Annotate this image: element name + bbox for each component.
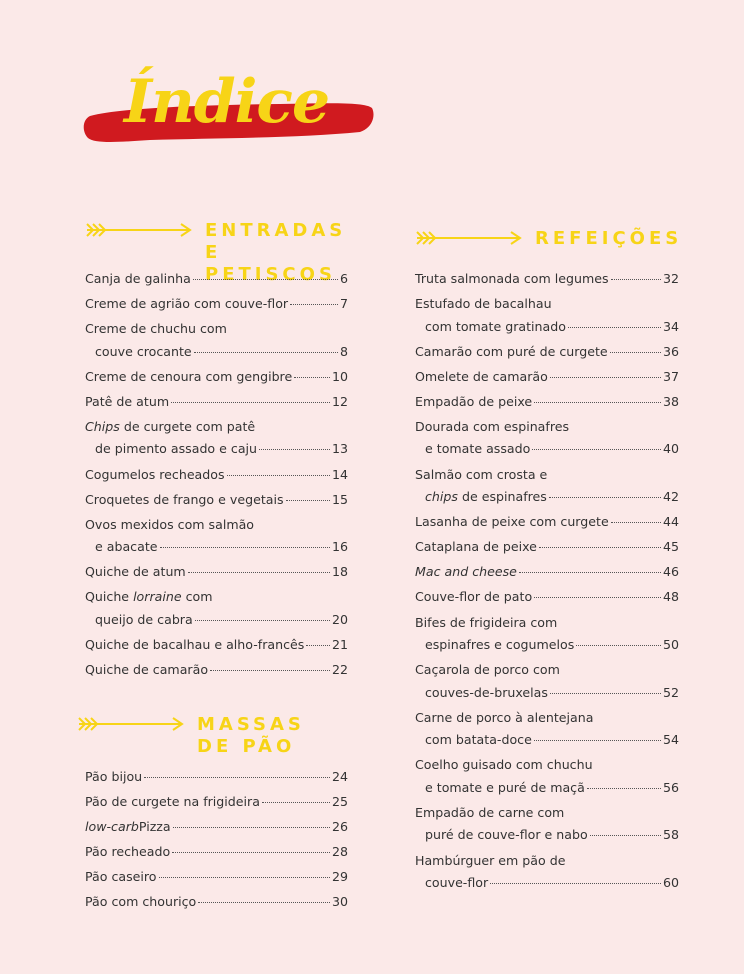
toc-entry[interactable] bbox=[415, 366, 679, 389]
page-number: 21 bbox=[331, 637, 348, 653]
toc-entry[interactable] bbox=[85, 366, 348, 389]
dot-leader bbox=[549, 497, 661, 498]
page-number: 8 bbox=[339, 343, 348, 359]
dot-leader bbox=[195, 620, 330, 621]
toc-entry-title: Empadão de peixe bbox=[415, 393, 533, 409]
dot-leader bbox=[286, 500, 330, 501]
dot-leader bbox=[519, 572, 661, 573]
toc-entry-title: Cataplana de peixe bbox=[415, 539, 537, 555]
toc-entry-title: queijo de cabra bbox=[95, 611, 193, 627]
toc-entry-title: e tomate e puré de maçã bbox=[425, 779, 585, 795]
arrow-icon bbox=[85, 220, 195, 240]
page-number: 34 bbox=[662, 318, 679, 334]
dot-leader bbox=[290, 304, 338, 305]
toc-entry-title: puré de couve-flor e nabo bbox=[425, 827, 588, 843]
toc-entry-title: Mac and cheese bbox=[415, 564, 517, 580]
toc-entry[interactable] bbox=[415, 850, 679, 895]
toc-entry-title: Empadão de carne com bbox=[415, 804, 565, 820]
page-number: 50 bbox=[662, 637, 679, 653]
dot-leader bbox=[259, 449, 330, 450]
toc-entry-title: Quiche de camarão bbox=[85, 662, 209, 678]
toc-entry[interactable] bbox=[85, 416, 348, 461]
dot-leader bbox=[532, 449, 661, 450]
dot-leader bbox=[534, 402, 661, 403]
toc-entry-title: Salmão com crosta e bbox=[415, 466, 548, 482]
dot-leader bbox=[294, 377, 330, 378]
page-number: 58 bbox=[662, 827, 679, 843]
arrow-icon bbox=[415, 228, 525, 248]
page-number: 28 bbox=[331, 844, 348, 860]
toc-entry[interactable] bbox=[415, 754, 679, 799]
toc-list-entradas bbox=[85, 268, 348, 684]
dot-leader bbox=[198, 902, 330, 903]
toc-entry-title: Patê de atum bbox=[85, 393, 170, 409]
toc-entry[interactable] bbox=[85, 841, 348, 864]
dot-leader bbox=[171, 402, 330, 403]
page-number: 48 bbox=[662, 589, 679, 605]
toc-entry-title: e tomate assado bbox=[425, 441, 531, 457]
toc-entry-title: Croquetes de frango e vegetais bbox=[85, 491, 284, 507]
page-number: 32 bbox=[662, 271, 679, 286]
dot-leader bbox=[160, 547, 330, 548]
toc-entry[interactable] bbox=[85, 268, 348, 291]
toc-entry[interactable] bbox=[415, 586, 679, 609]
toc-entry[interactable] bbox=[415, 612, 679, 657]
page-number: 15 bbox=[331, 491, 348, 507]
page-number: 13 bbox=[331, 441, 348, 457]
toc-entry-title: Creme de cenoura com gengibre bbox=[85, 368, 293, 384]
toc-entry-title: Carne de porco à alentejana bbox=[415, 709, 594, 725]
section-title: MASSAS DE PÃO bbox=[197, 714, 305, 757]
page-number: 56 bbox=[662, 779, 679, 795]
toc-entry-title: low-carbPizza bbox=[85, 819, 171, 835]
toc-entry[interactable] bbox=[85, 816, 348, 839]
dot-leader bbox=[262, 802, 330, 803]
toc-entry[interactable] bbox=[85, 586, 348, 631]
toc-entry[interactable] bbox=[85, 659, 348, 682]
page-number: 40 bbox=[662, 441, 679, 457]
toc-entry-title: Lasanha de peixe com curgete bbox=[415, 514, 609, 530]
toc-entry[interactable] bbox=[85, 489, 348, 512]
toc-entry[interactable] bbox=[415, 464, 679, 509]
toc-entry[interactable] bbox=[85, 634, 348, 657]
page-number: 45 bbox=[662, 539, 679, 555]
toc-entry[interactable] bbox=[85, 391, 348, 414]
dot-leader bbox=[193, 279, 338, 280]
toc-entry[interactable] bbox=[85, 791, 348, 814]
page-number: 30 bbox=[331, 894, 348, 910]
toc-entry-title: Pão com chouriço bbox=[85, 894, 197, 910]
dot-leader bbox=[534, 597, 661, 598]
toc-list-refeicoes bbox=[415, 268, 679, 897]
toc-entry-title: Camarão com puré de curgete bbox=[415, 343, 608, 359]
page-number: 54 bbox=[662, 732, 679, 748]
toc-entry-title: couves-de-bruxelas bbox=[425, 684, 548, 700]
toc-entry-title: Canja de galinha bbox=[85, 271, 191, 286]
toc-entry-title: espinafres e cogumelos bbox=[425, 637, 575, 653]
dot-leader bbox=[611, 279, 661, 280]
page-number: 25 bbox=[331, 794, 348, 810]
section-header-massas bbox=[77, 714, 305, 758]
toc-entry[interactable] bbox=[415, 802, 679, 847]
section-title: REFEIÇÕES bbox=[535, 228, 683, 249]
page-number: 7 bbox=[339, 296, 348, 312]
toc-entry-title: Chips de curgete com patê bbox=[85, 418, 256, 434]
dot-leader bbox=[188, 572, 330, 573]
toc-entry-title: Couve-flor de pato bbox=[415, 589, 533, 605]
arrow-icon bbox=[77, 714, 187, 734]
toc-entry[interactable] bbox=[85, 293, 348, 316]
dot-leader bbox=[159, 877, 330, 878]
dot-leader bbox=[576, 645, 661, 646]
toc-entry-title: Hambúrguer em pão de bbox=[415, 852, 566, 868]
page-number: 24 bbox=[331, 769, 348, 784]
page-number: 42 bbox=[662, 489, 679, 505]
dot-leader bbox=[610, 352, 661, 353]
page-number: 36 bbox=[662, 343, 679, 359]
page-number: 18 bbox=[331, 564, 348, 580]
page-number: 60 bbox=[662, 875, 679, 890]
toc-entry-title: chips de espinafres bbox=[425, 489, 547, 505]
dot-leader bbox=[568, 327, 661, 328]
toc-entry-title: Pão de curgete na frigideira bbox=[85, 794, 260, 810]
toc-entry-title: Creme de chuchu com bbox=[85, 321, 227, 337]
toc-entry[interactable] bbox=[415, 268, 679, 291]
dot-leader bbox=[173, 827, 330, 828]
page-number: 6 bbox=[339, 271, 348, 286]
toc-entry[interactable] bbox=[415, 293, 679, 338]
page-number: 12 bbox=[331, 393, 348, 409]
toc-entry-title: couve crocante bbox=[95, 343, 192, 359]
dot-leader bbox=[144, 777, 330, 778]
toc-entry[interactable] bbox=[85, 766, 348, 789]
page-number: 38 bbox=[662, 393, 679, 409]
toc-entry[interactable] bbox=[415, 659, 679, 704]
toc-entry-title: Quiche lorraine com bbox=[85, 589, 213, 605]
page-number: 46 bbox=[662, 564, 679, 580]
toc-entry-title: Cogumelos recheados bbox=[85, 466, 225, 482]
toc-entry-title: Pão caseiro bbox=[85, 869, 157, 885]
dot-leader bbox=[539, 547, 661, 548]
toc-entry[interactable] bbox=[415, 707, 679, 752]
dot-leader bbox=[490, 883, 661, 884]
toc-entry-title: Estufado de bacalhau bbox=[415, 296, 552, 312]
toc-entry[interactable] bbox=[415, 561, 679, 584]
page-number: 16 bbox=[331, 539, 348, 555]
page-number: 26 bbox=[331, 819, 348, 835]
page-number: 14 bbox=[331, 466, 348, 482]
dot-leader bbox=[550, 693, 661, 694]
toc-entry-title: couve-flor bbox=[425, 875, 489, 890]
toc-entry[interactable] bbox=[415, 536, 679, 559]
page-number: 10 bbox=[331, 368, 348, 384]
toc-entry-title: Caçarola de porco com bbox=[415, 662, 560, 678]
page-number: 20 bbox=[331, 611, 348, 627]
toc-entry[interactable] bbox=[415, 341, 679, 364]
toc-entry-title: com batata-doce bbox=[425, 732, 532, 748]
toc-entry-title: e abacate bbox=[95, 539, 158, 555]
dot-leader bbox=[534, 740, 661, 741]
dot-leader bbox=[227, 475, 330, 476]
toc-entry[interactable] bbox=[85, 561, 348, 584]
toc-entry-title: Creme de agrião com couve-flor bbox=[85, 296, 289, 312]
toc-entry-title: Quiche de atum bbox=[85, 564, 186, 580]
page-number: 22 bbox=[331, 662, 348, 678]
toc-entry-title: de pimento assado e caju bbox=[95, 441, 258, 457]
toc-entry-title: com tomate gratinado bbox=[425, 318, 566, 334]
toc-entry-title: Bifes de frigideira com bbox=[415, 614, 558, 630]
page-number: 44 bbox=[662, 514, 679, 530]
toc-entry-title: Pão bijou bbox=[85, 769, 143, 784]
page-title: Índice bbox=[124, 67, 330, 137]
toc-entry-title: Truta salmonada com legumes bbox=[415, 271, 609, 286]
dot-leader bbox=[587, 788, 661, 789]
toc-entry-title: Ovos mexidos com salmão bbox=[85, 516, 255, 532]
toc-entry-title: Pão recheado bbox=[85, 844, 171, 860]
toc-entry[interactable] bbox=[85, 318, 348, 363]
toc-entry-title: Quiche de bacalhau e alho-francês bbox=[85, 637, 305, 653]
page-number: 52 bbox=[662, 684, 679, 700]
toc-entry[interactable] bbox=[85, 464, 348, 487]
dot-leader bbox=[550, 377, 661, 378]
dot-leader bbox=[611, 522, 661, 523]
toc-entry-title: Dourada com espinafres bbox=[415, 418, 570, 434]
toc-entry[interactable] bbox=[85, 891, 348, 914]
title-block bbox=[80, 58, 380, 158]
dot-leader bbox=[306, 645, 330, 646]
dot-leader bbox=[194, 352, 338, 353]
toc-entry[interactable] bbox=[85, 866, 348, 889]
toc-entry-title: Coelho guisado com chuchu bbox=[415, 757, 593, 773]
toc-entry[interactable] bbox=[415, 391, 679, 414]
dot-leader bbox=[590, 835, 661, 836]
page-number: 29 bbox=[331, 869, 348, 885]
section-header-refeicoes bbox=[415, 228, 682, 250]
dot-leader bbox=[210, 670, 330, 671]
toc-entry[interactable] bbox=[415, 416, 679, 461]
toc-entry-title: Omelete de camarão bbox=[415, 368, 548, 384]
dot-leader bbox=[172, 852, 330, 853]
toc-entry[interactable] bbox=[415, 511, 679, 534]
toc-entry[interactable] bbox=[85, 514, 348, 559]
section-title: ENTRADAS E PETISCOS bbox=[205, 220, 347, 285]
page-number: 37 bbox=[662, 368, 679, 384]
toc-list-massas bbox=[85, 766, 348, 917]
